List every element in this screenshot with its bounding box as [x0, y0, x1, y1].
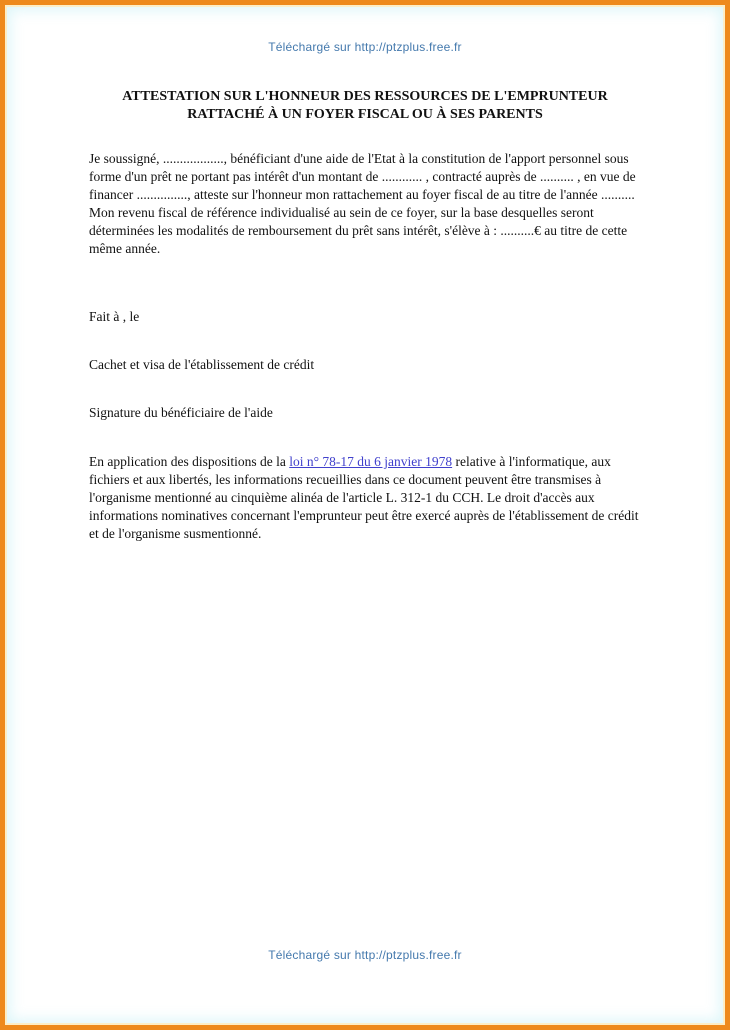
cachet-visa-line: Cachet et visa de l'établissement de crédit: [89, 357, 315, 372]
document-title: [60, 88, 670, 124]
header-download-link[interactable]: Téléchargé sur http://ptzplus.free.fr: [268, 40, 462, 54]
law-reference-link[interactable]: loi n° 78-17 du 6 janvier 1978: [289, 454, 453, 469]
legal-paragraph: [89, 453, 643, 543]
legal-text-before-link: En application des dispositions de la: [89, 454, 290, 469]
document-title-line1: ATTESTATION SUR L'HONNEUR DES RESSOURCES DE L'EMPRUNTEUR: [122, 89, 608, 104]
document-title-line2: RATTACHÉ À UN FOYER FISCAL OU À SES PARENTS: [187, 107, 543, 122]
signature-line: Signature du bénéficiaire de l'aide: [89, 405, 273, 420]
footer-download-link[interactable]: Téléchargé sur http://ptzplus.free.fr: [268, 948, 462, 962]
fait-a-le-line: Fait à , le: [89, 309, 140, 324]
attestation-body: [89, 150, 643, 258]
attestation-paragraph-1: Je soussigné, .................., bénéficiant d'une aide de l'Etat à la constitution de l'apport personnel sous forme d'un prêt ne portant pas intérêt d'un montant de ............ , contracté auprès de .......... , en vue de financer ..............., atteste sur l'honneur mon rattachement au foyer fiscal de au titre de l'année ..........: [89, 151, 636, 202]
attestation-paragraph-2: Mon revenu fiscal de référence individualisé au sein de ce foyer, sur la base desquelles seront déterminées les modalités de remboursement du prêt sans intérêt, s'élève à : ..........€ au titre de cette même année.: [89, 205, 628, 256]
legal-text-after-link: relative à l'informatique, aux fichiers et aux libertés, les informations recueillies dans ce document peuvent être transmises à l'organisme mentionné au cinquième alinéa de l'article L. 312-1 du CCH. Le droit d'accès aux informations nominatives concernant l'emprunteur peut être exercé auprès de l'établissement de crédit et de l'organisme susmentionné.: [89, 454, 639, 541]
